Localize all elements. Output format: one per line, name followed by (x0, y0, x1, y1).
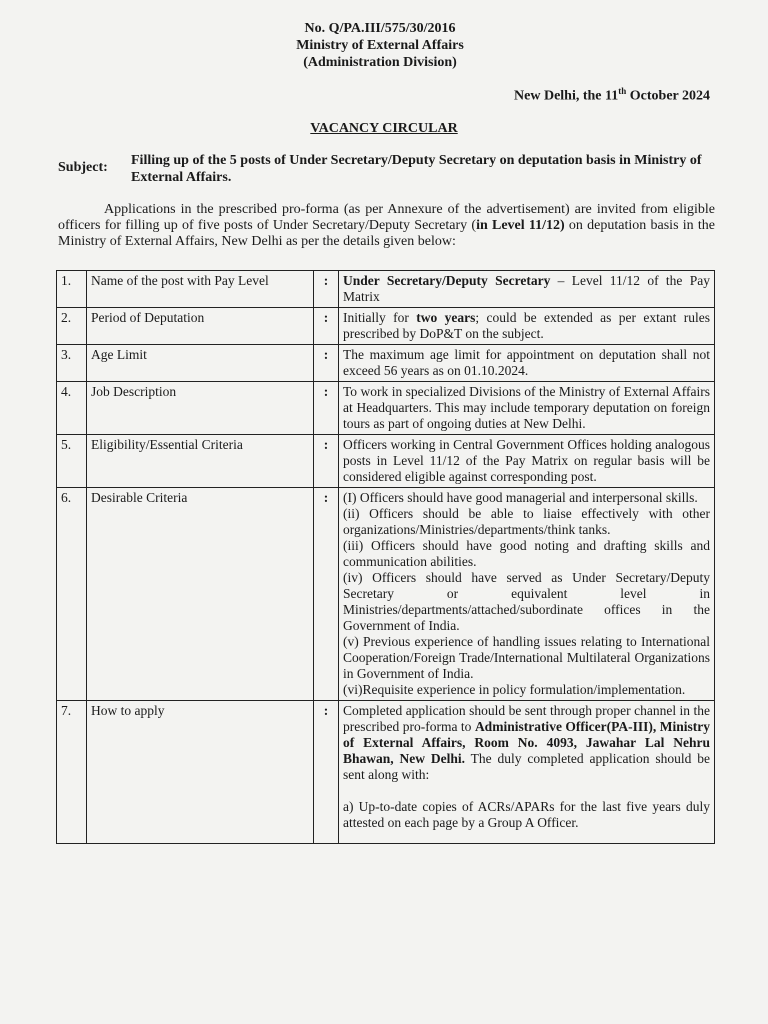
apply-instructions (343, 703, 710, 783)
row-colon: : (314, 382, 339, 435)
row-label: Eligibility/Essential Criteria (87, 435, 314, 488)
row-value (339, 701, 715, 844)
criteria-item: (v) Previous experience of handling issues relating to International Cooperation/Foreign Trade/International Multilateral Organizations in Government of India. (343, 634, 710, 681)
date-month-year: October 2024 (626, 88, 710, 104)
file-number: No. Q/PA.III/575/30/2016 (304, 21, 456, 36)
intro-part2: on deputation basis in the Ministry of External Affairs, New Delhi as per the details given below: (58, 218, 715, 249)
row-label: Job Description (87, 382, 314, 435)
criteria-item: (iv) Officers should have served as Under Secretary/Deputy Secretary or equivalent level in Ministries/departments/attached/subordinate offices in the Government of India. (343, 570, 710, 633)
row-colon: : (314, 271, 339, 308)
table-row (57, 271, 715, 308)
row-value-text: The duly completed application should be sent along with: (343, 751, 711, 782)
issue-date (514, 86, 710, 105)
row-value-bold: Under Secretary/Deputy Secretary (343, 273, 551, 288)
row-value-text: ; could be extended as per extant rules prescribed by DoP&T on the subject. (343, 310, 711, 341)
row-number: 7. (57, 701, 87, 844)
circular-title: VACANCY CIRCULAR (310, 121, 458, 136)
row-number: 4. (57, 382, 87, 435)
row-number: 3. (57, 345, 87, 382)
letter-header (280, 20, 480, 71)
row-colon: : (314, 308, 339, 345)
row-label: Period of Deputation (87, 308, 314, 345)
details-table (56, 270, 715, 844)
row-value: To work in specialized Divisions of the Ministry of External Affairs at Headquarters. This may include temporary deputation on foreign tours as part of ongoing duties at New Delhi. (339, 382, 715, 435)
criteria-item: (ii) Officers should be able to liaise effectively with other organizations/Ministries/departments/think tanks. (343, 506, 710, 537)
date-suffix-sup: th (618, 86, 627, 96)
criteria-item: (vi)Requisite experience in policy formulation/implementation. (343, 682, 686, 697)
row-label: Desirable Criteria (87, 488, 314, 701)
subject-label: Subject: (58, 160, 108, 175)
row-label: How to apply (87, 701, 314, 844)
row-number: 5. (57, 435, 87, 488)
date-prefix: New Delhi, the 11 (514, 88, 619, 104)
ministry-name: Ministry of External Affairs (296, 38, 464, 53)
division-name: (Administration Division) (303, 55, 457, 70)
row-colon: : (314, 701, 339, 844)
criteria-item: (I) Officers should have good managerial and interpersonal skills. (343, 490, 698, 505)
row-value: Officers working in Central Government Offices holding analogous posts in Level 11/12 of the Pay Matrix on regular basis will be considered eligible against corresponding post. (339, 435, 715, 488)
row-value: The maximum age limit for appointment on deputation shall not exceed 56 years as on 01.10.2024. (339, 345, 715, 382)
apply-sub-item: a) Up-to-date copies of ACRs/APARs for the last five years duly attested on each page by a Group A Officer. (343, 799, 710, 830)
table-row (57, 701, 715, 844)
row-colon: : (314, 488, 339, 701)
row-value-pre: Completed application should be sent through proper channel in the prescribed pro-forma to (343, 703, 710, 734)
row-value-bold: two years (416, 310, 476, 325)
criteria-item: (iii) Officers should have good noting and drafting skills and communication abilities. (343, 538, 710, 569)
row-value (339, 271, 715, 308)
row-colon: : (314, 435, 339, 488)
table-row (57, 435, 715, 488)
intro-paragraph (58, 202, 715, 250)
row-value (339, 308, 715, 345)
row-label: Age Limit (87, 345, 314, 382)
table-row (57, 308, 715, 345)
row-colon: : (314, 345, 339, 382)
table-row (57, 488, 715, 701)
row-value (339, 488, 715, 701)
subject-text: Filling up of the 5 posts of Under Secretary/Deputy Secretary on deputation basis in Ministry of External Affairs. (131, 153, 702, 185)
row-label: Name of the post with Pay Level (87, 271, 314, 308)
intro-part1: Applications in the prescribed pro-forma (as per Annexure of the advertisement) are invited from eligible officers for filling up of five posts of Under Secretary/Deputy Secretary ( (58, 202, 715, 233)
row-value-bold: Administrative Officer(PA-III), Ministry of External Affairs, Room No. 4093, Jawahar Lal Nehru Bhawan, New Delhi. (343, 719, 710, 766)
table-row (57, 382, 715, 435)
table-row (57, 345, 715, 382)
row-number: 1. (57, 271, 87, 308)
intro-bold: in Level 11/12) (476, 218, 565, 233)
row-number: 6. (57, 488, 87, 701)
row-value-text: – Level 11/12 of the Pay Matrix (343, 273, 710, 304)
row-value-pre: Initially for (343, 310, 417, 325)
row-number: 2. (57, 308, 87, 345)
